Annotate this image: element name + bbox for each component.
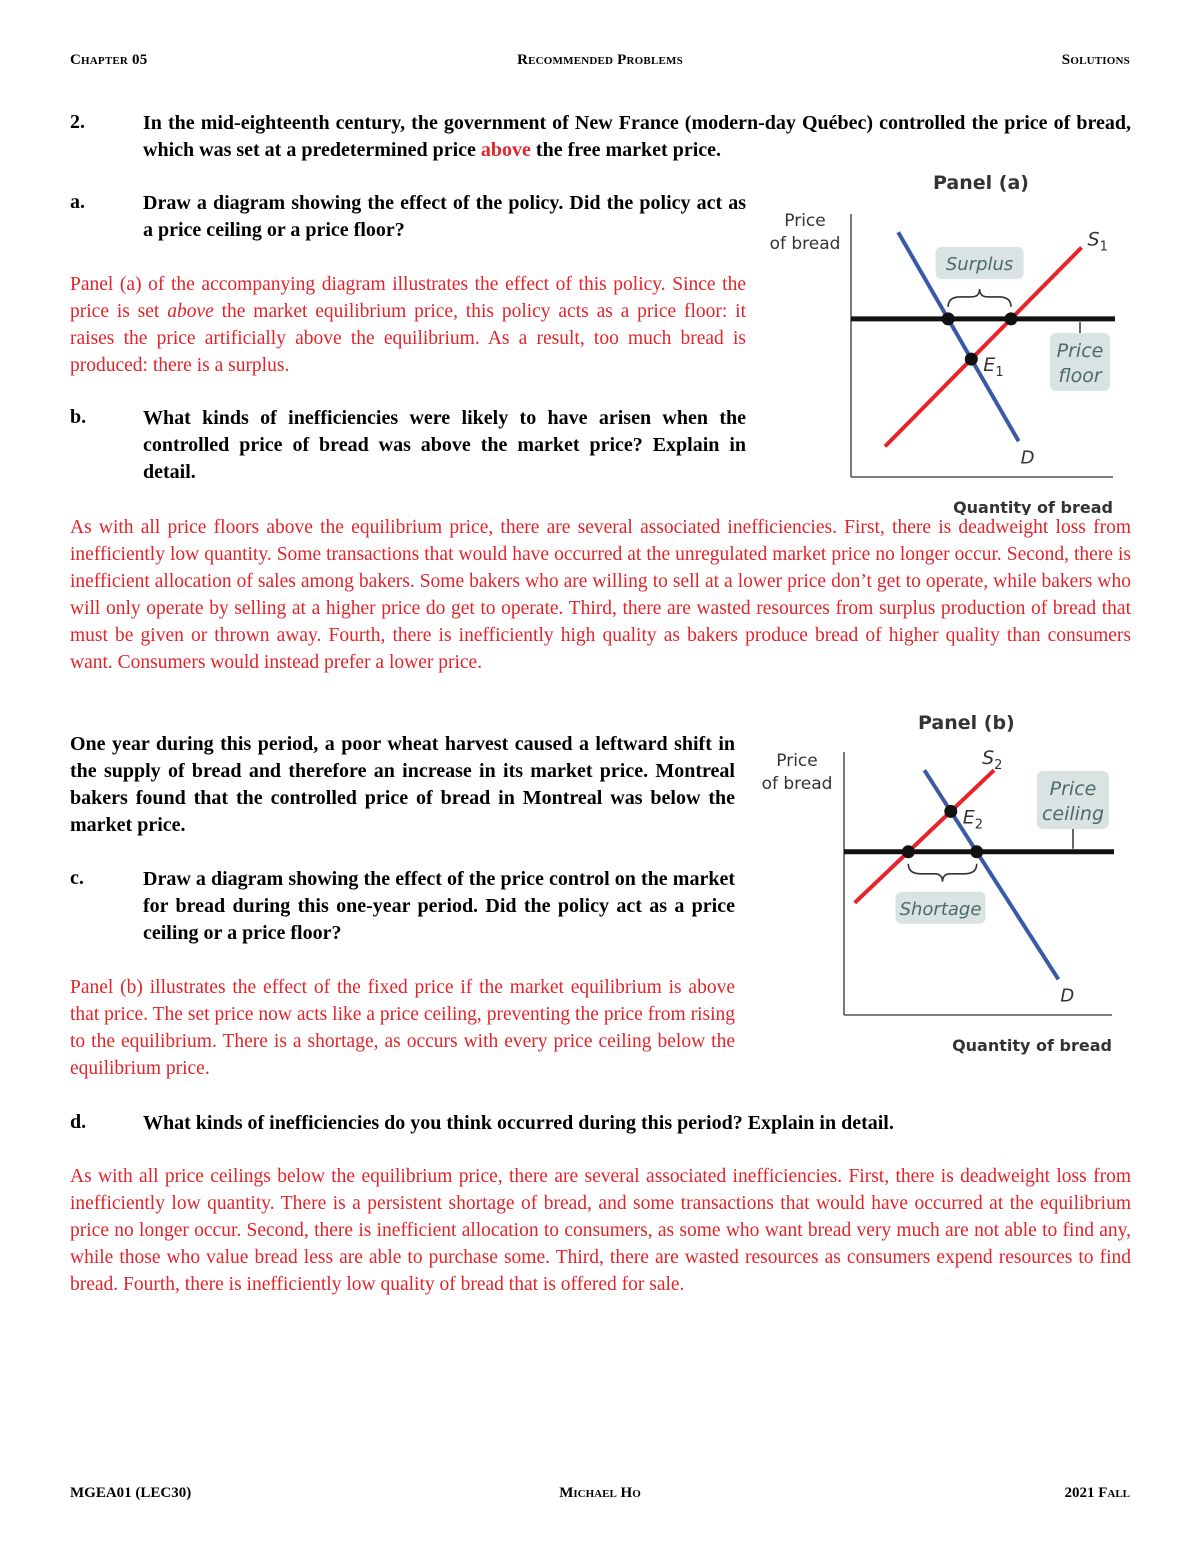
equilibrium-label <box>983 354 1003 380</box>
supply-label-subscript: 2 <box>994 758 1003 774</box>
control-label-line1: Price <box>1049 778 1097 800</box>
supply-label <box>1088 229 1108 255</box>
chart-title: Panel (a) <box>933 172 1029 194</box>
context-paragraph: One year during this period, a poor wheat harvest caused a leftward shift in the supply of bread and therefore an increase in its market price. Montreal bakers found that the controlled price of bread in Montreal was below the market price. <box>70 733 735 836</box>
question-text <box>143 110 1131 164</box>
footer-term: 2021 Fall <box>1064 1485 1130 1501</box>
part-c-answer: Panel (b) illustrates the effect of the fixed price if the market equilibrium is above that price. The set price now acts like a price ceiling, preventing the price from rising to the equilibrium. There is a shortage, as occurs with every price ceiling below the equilibrium price. <box>70 977 735 1079</box>
gap-label: Shortage <box>899 898 982 920</box>
x-axis-label: Quantity of bread <box>952 1036 1112 1055</box>
y-axis-label-line2: of bread <box>769 234 841 254</box>
demand-label: D <box>1020 447 1035 469</box>
header-chapter: Chapter 05 <box>70 52 148 68</box>
gap-brace <box>948 289 1011 307</box>
part-a-answer-emphasis: above <box>167 301 214 322</box>
demand-price-intersection-point <box>942 312 955 325</box>
supply-label-subscript: 1 <box>1099 239 1108 255</box>
panel-b-chart <box>755 705 1130 1055</box>
supply-curve <box>855 770 994 903</box>
x-axis-label: Quantity of bread <box>953 498 1113 515</box>
part-d-label: d. <box>70 1111 87 1133</box>
part-a-answer <box>70 271 746 379</box>
question-text-end: the free market price. <box>530 139 722 161</box>
part-b-label: b. <box>70 406 87 428</box>
demand-price-intersection-point <box>970 845 983 858</box>
equilibrium-label-letter: E <box>983 354 996 377</box>
part-a-label: a. <box>70 191 85 213</box>
supply-price-intersection-point <box>1005 312 1018 325</box>
footer-author: Michael Ho <box>559 1485 641 1501</box>
header-title: Recommended Problems <box>517 52 683 68</box>
control-label-line1: Price <box>1056 340 1104 362</box>
y-axis-label: Price <box>776 751 818 771</box>
question-text-start: In the mid-eighteenth century, the government of New France (modern-day Québec) controlled the price of bread, which was set at a predetermined price <box>143 112 1131 161</box>
demand-label: D <box>1060 985 1075 1007</box>
question-number: 2. <box>70 111 85 133</box>
equilibrium-point <box>944 805 957 818</box>
supply-label-letter: S <box>1087 228 1100 251</box>
equilibrium-label <box>963 806 983 832</box>
y-axis-label-line2: of bread <box>761 774 833 794</box>
gap-brace <box>908 864 976 882</box>
part-b-question: What kinds of inefficiencies were likely to have arisen when the controlled price of bread was above the market price? Explain in detail. <box>143 407 746 483</box>
equilibrium-point <box>965 353 978 366</box>
part-d-answer: As with all price ceilings below the equilibrium price, there are several associated inefficiencies. First, there is deadweight loss from inefficiently low quantity. There is a persistent shortage of bread, and some transactions that would have occurred at the equilibrium price no longer occur. Second, there is inefficient allocation to consumers, as some who want bread very much are not able to find any, while those who value bread less are able to purchase some. Third, there are wasted resources as consumers expend resources to find bread. Fourth, there is inefficiently low quality of bread that is offered for sale. <box>70 1166 1131 1295</box>
part-a-question: Draw a diagram showing the effect of the policy. Did the policy act as a price ceiling or a price floor? <box>143 192 746 241</box>
supply-price-intersection-point <box>902 845 915 858</box>
question-highlight: above <box>480 139 531 161</box>
supply-label-letter: S <box>982 747 995 770</box>
part-c-label: c. <box>70 867 84 889</box>
y-axis-label: Price <box>784 211 826 231</box>
gap-label: Surplus <box>945 253 1014 275</box>
part-d-question: What kinds of inefficiencies do you think occurred during this period? Explain in detail. <box>143 1112 894 1134</box>
equilibrium-label-subscript: 1 <box>995 365 1004 381</box>
part-a-answer-start: Panel (a) of the accompanying diagram illustrates the effect of this policy. Since the price is set <box>70 274 746 322</box>
control-label-line2: ceiling <box>1041 803 1105 825</box>
part-b-answer: As with all price floors above the equilibrium price, there are several associated inefficiencies. First, there is deadweight loss from inefficiently low quantity. Some transactions that would have occurred at the unregulated market price no longer occur. Second, there is inefficient allocation of sales among bakers. Some bakers who are willing to sell at a lower price don’t get to operate, while bakers who will only operate by selling at a higher price do get to operate. Third, there are wasted resources from surplus production of bread that must be given or thrown away. Fourth, there is inefficiently high quality as bakers produce bread of higher quality than consumers want. Consumers would instead prefer a lower price. <box>70 517 1131 673</box>
equilibrium-label-letter: E <box>962 806 975 829</box>
header-solutions: Solutions <box>1061 52 1130 68</box>
part-c-question: Draw a diagram showing the effect of the price control on the market for bread during this one-year period. Did the policy act as a price ceiling or a price floor? <box>143 868 735 944</box>
panel-a-chart <box>755 165 1130 515</box>
footer-course: MGEA01 (LEC30) <box>70 1485 192 1501</box>
chart-title: Panel (b) <box>918 712 1015 734</box>
part-a-answer-end: the market equilibrium price, this policy acts as a price floor: it raises the price artificially above the equilibrium. As a result, too much bread is produced: there is a surplus. <box>70 301 746 376</box>
control-label-line2: floor <box>1058 365 1102 387</box>
equilibrium-label-subscript: 2 <box>974 817 984 833</box>
